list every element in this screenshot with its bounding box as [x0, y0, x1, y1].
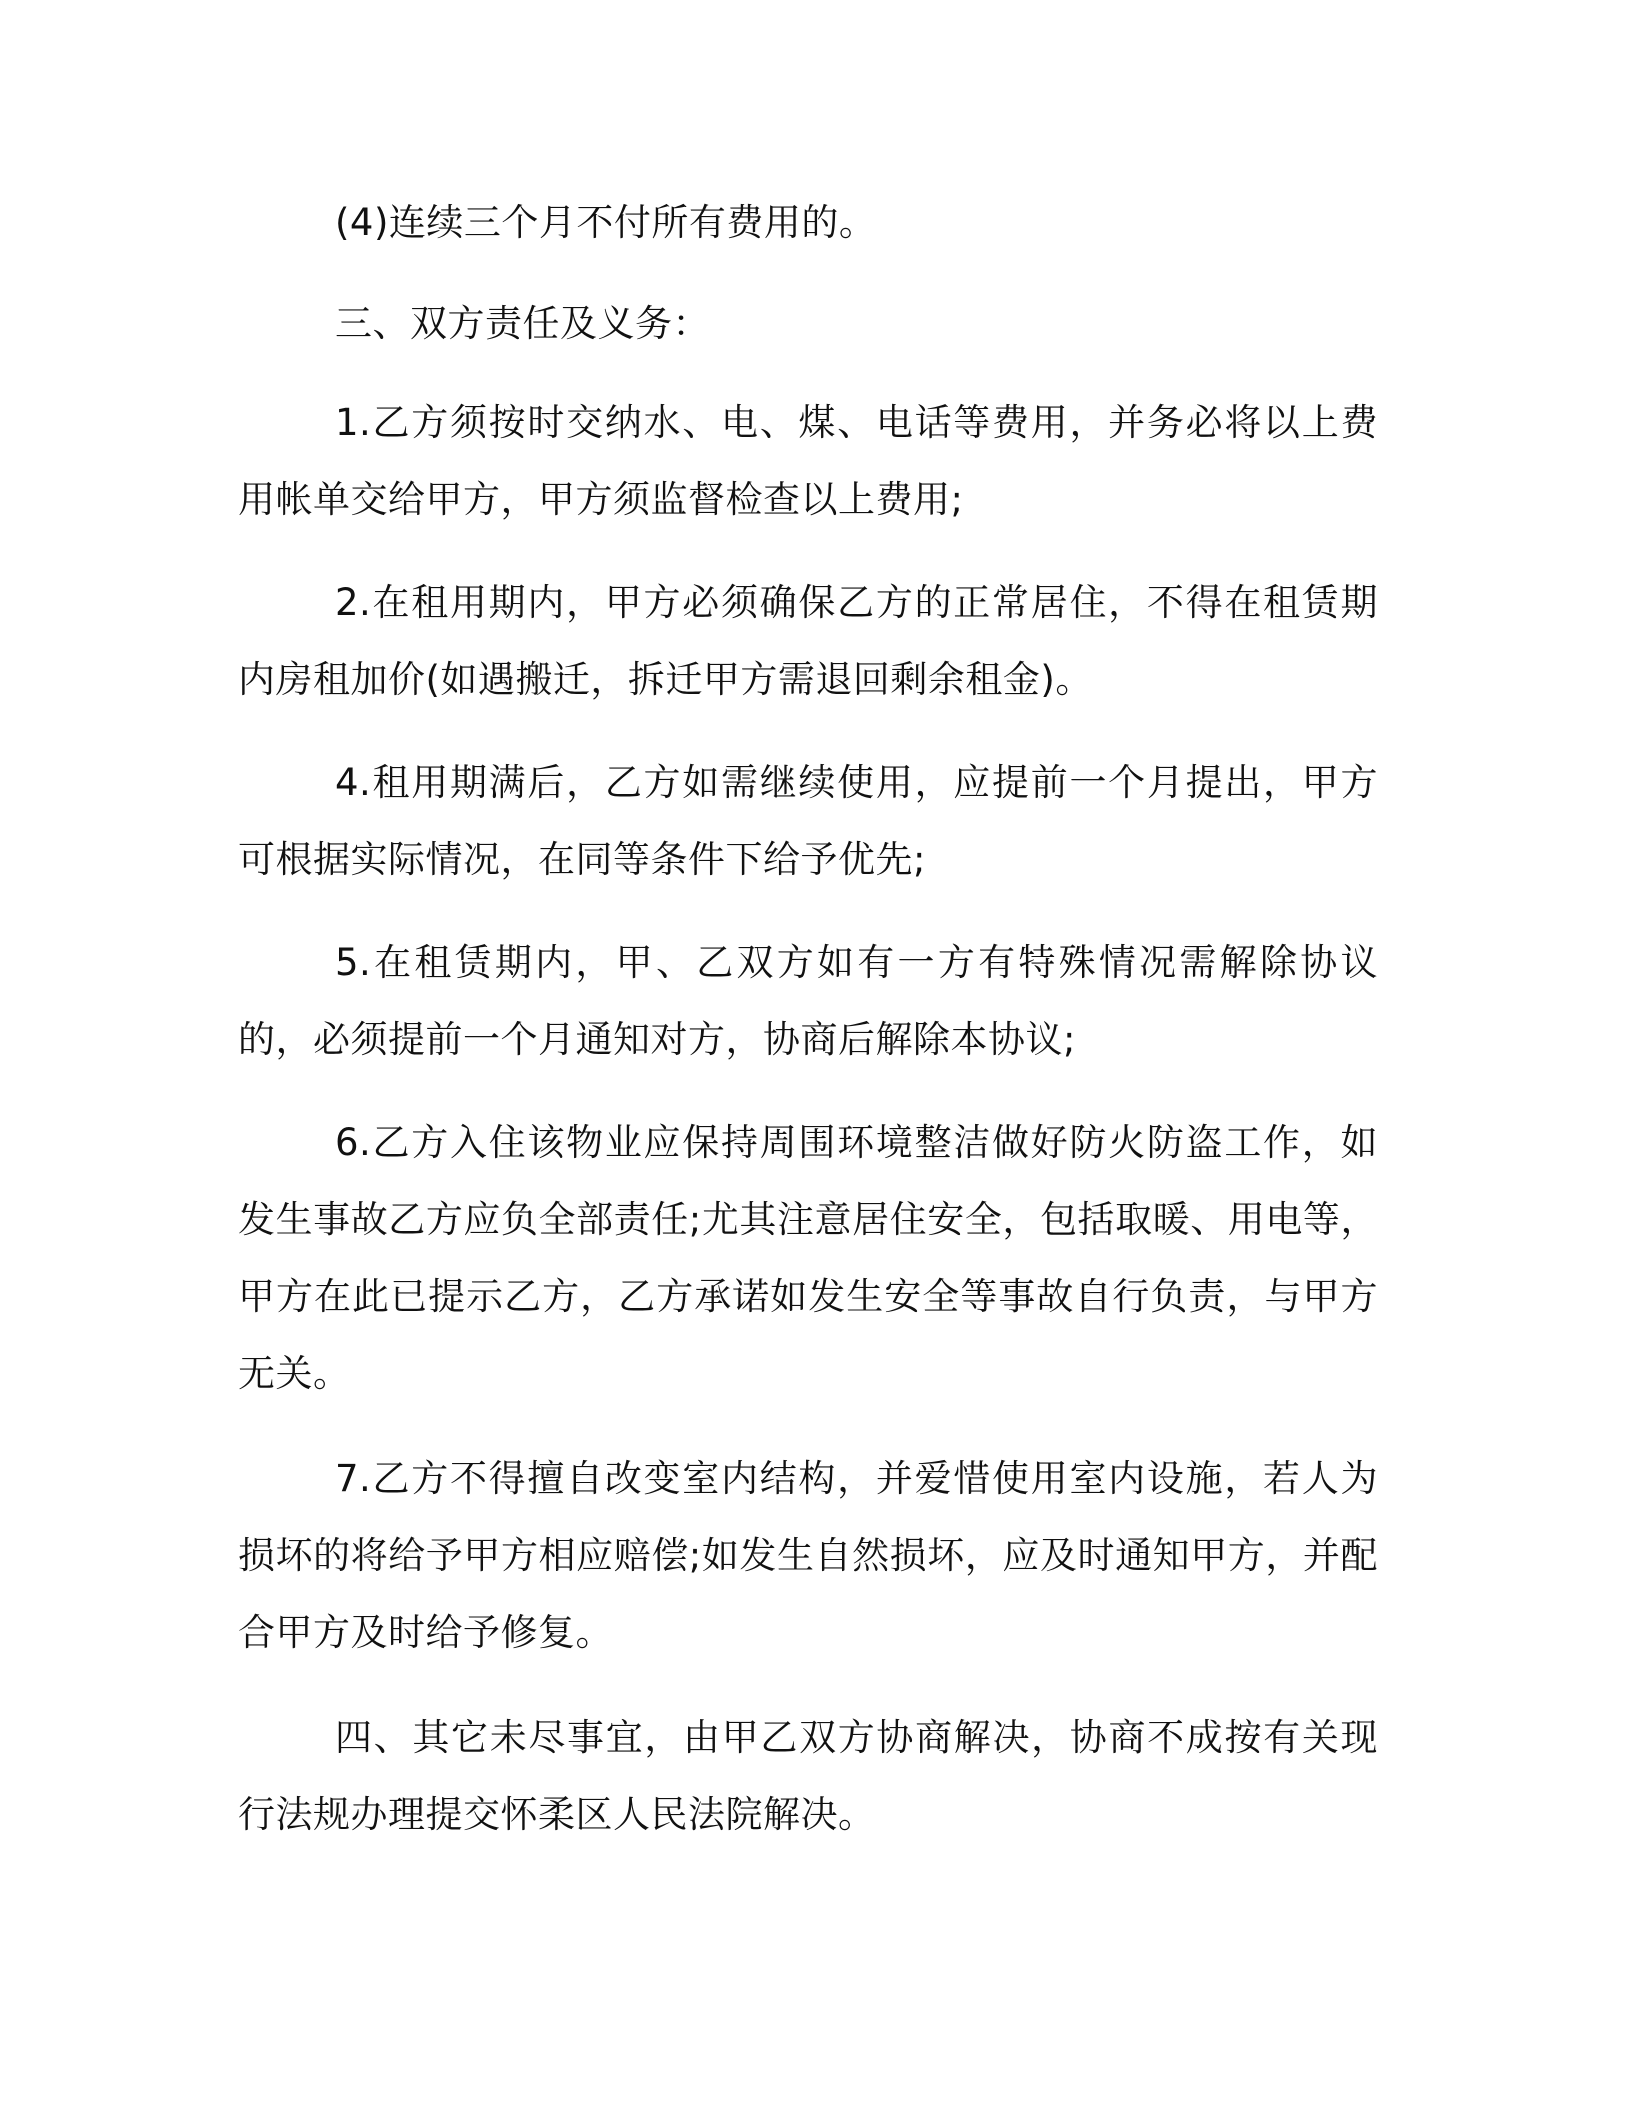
paragraph-clause-6: 6.乙方入住该物业应保持周围环境整洁做好防火防盗工作，如发生事故乙方应负全部责任;尤其注意居住安全，包括取暖、用电等，甲方在此已提示乙方，乙方承诺如发生安全等事故自行负责，与甲方无关。	[238, 1121, 1378, 1395]
paragraph-clause-5: 5.在租赁期内，甲、乙双方如有一方有特殊情况需解除协议的，必须提前一个月通知对方，协商后解除本协议;	[238, 941, 1378, 1061]
paragraph-item-4-clause: (4)连续三个月不付所有费用的。	[335, 201, 877, 244]
section-heading-responsibilities: 三、双方责任及义务：	[335, 302, 710, 345]
paragraph-clause-2: 2.在租用期内，甲方必须确保乙方的正常居住，不得在租赁期内房租加价(如遇搬迁，拆迁甲方需退回剩余租金)。	[238, 581, 1378, 701]
paragraph-clause-4: 4.租用期满后，乙方如需继续使用，应提前一个月提出，甲方可根据实际情况，在同等条件下给予优先;	[238, 761, 1378, 881]
paragraph-clause-7: 7.乙方不得擅自改变室内结构，并爱惜使用室内设施，若人为损坏的将给予甲方相应赔偿;如发生自然损坏，应及时通知甲方，并配合甲方及时给予修复。	[238, 1457, 1378, 1654]
document-body	[238, 184, 1378, 1853]
section-four-other-matters: 四、其它未尽事宜，由甲乙双方协商解决，协商不成按有关现行法规办理提交怀柔区人民法院解决。	[238, 1716, 1378, 1836]
paragraph-clause-1: 1.乙方须按时交纳水、电、煤、电话等费用，并务必将以上费用帐单交给甲方，甲方须监督检查以上费用;	[238, 401, 1378, 521]
